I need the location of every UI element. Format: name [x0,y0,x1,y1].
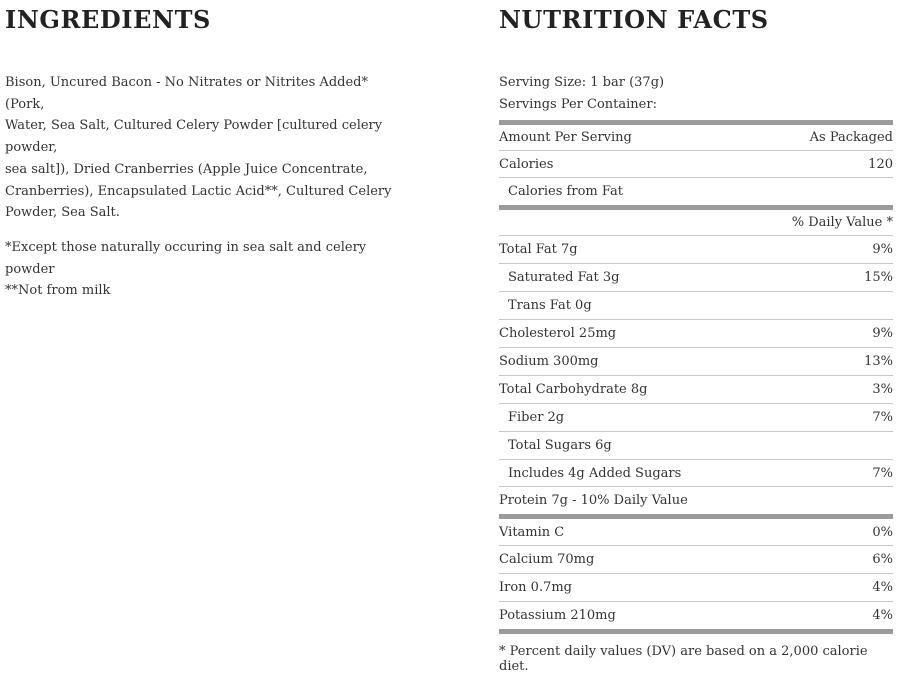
as-packaged-label: As Packaged [809,130,893,146]
nutrition-facts-section [499,0,893,674]
nutrient-value: 9% [872,326,893,342]
nutrient-value: 7% [872,410,893,426]
daily-value-header-row [499,210,893,236]
vitamin-value: 4% [872,580,893,596]
nutrient-row-fiber [499,404,893,432]
nutrient-label: Trans Fat 0g [508,298,592,314]
nutrient-row-saturated-fat [499,264,893,292]
nutrient-label: Total Sugars 6g [508,438,612,454]
daily-value-footnote: * Percent daily values (DV) are based on a 2,000 calorie diet. [499,644,868,674]
nutrient-row-protein [499,487,893,514]
amount-per-serving-label: Amount Per Serving [499,130,632,146]
nutrient-label: Cholesterol 25mg [499,326,617,342]
ingredients-line: Cranberries), Encapsulated Lactic Acid**, Cultured Celery [5,183,392,199]
nutrient-value: 7% [872,465,893,481]
nutrient-label: Sodium 300mg [499,354,599,370]
vitamin-label: Iron 0.7mg [499,580,573,596]
vitamin-row-iron [499,574,893,602]
ingredients-heading: INGREDIENTS [5,5,211,34]
calories-from-fat-row [499,178,893,205]
vitamin-label: Calcium 70mg [499,552,595,568]
vitamin-row-calcium [499,546,893,574]
serving-size: Serving Size: 1 bar (37g) [499,75,665,90]
vitamin-row-potassium [499,602,893,629]
servings-per-container: Servings Per Container: [499,96,657,112]
nutrient-label: Saturated Fat 3g [508,270,620,286]
nutrient-label: Protein 7g - 10% Daily Value [499,493,688,509]
vitamin-label: Vitamin C [499,524,565,540]
nutrient-value: 9% [872,242,893,258]
ingredients-text [5,72,410,224]
vitamin-value: 6% [872,552,893,568]
calories-row [499,151,893,178]
ingredients-footnotes [5,237,410,302]
nutrient-value: 15% [864,270,893,286]
calories-label: Calories [499,156,554,172]
calories-value: 120 [868,156,893,172]
nutrient-row-added-sugars [499,460,893,487]
ingredients-line: Water, Sea Salt, Cultured Celery Powder [cultured celery powder, [5,118,383,156]
nutrient-row-total-sugars [499,432,893,460]
nutrient-row-sodium [499,348,893,376]
serving-info [499,72,893,115]
nutrient-label: Fiber 2g [508,410,565,426]
daily-value-header: % Daily Value * [791,215,893,231]
nutrient-label: Total Carbohydrate 8g [499,382,648,398]
nutrient-label: Includes 4g Added Sugars [508,465,682,481]
ingredients-section [5,0,410,302]
nutrient-row-cholesterol [499,320,893,348]
nutrient-label: Total Fat 7g [499,242,578,258]
nutrient-row-total-fat [499,236,893,264]
ingredients-line: Powder, Sea Salt. [5,205,120,221]
calories-from-fat-label: Calories from Fat [508,184,623,200]
vitamin-label: Potassium 210mg [499,608,616,624]
footnote-milk: **Not from milk [5,283,111,299]
vitamin-value: 4% [872,608,893,624]
thick-divider [499,629,893,634]
ingredients-line: sea salt]), Dried Cranberries (Apple Juice Concentrate, [5,161,368,177]
nutrient-value: 3% [872,382,893,398]
ingredients-line: Bison, Uncured Bacon - No Nitrates or Nitrites Added* (Pork, [5,75,368,112]
nutrient-value: 13% [864,354,893,370]
nutrient-row-total-carbohydrate [499,376,893,404]
vitamin-value: 0% [872,524,893,540]
nutrition-heading: NUTRITION FACTS [499,5,769,34]
vitamin-row-vitamin-c [499,519,893,546]
footnote-celery: *Except those naturally occuring in sea salt and celery powder [5,239,367,277]
amount-header-row [499,125,893,151]
nutrient-row-trans-fat [499,292,893,320]
